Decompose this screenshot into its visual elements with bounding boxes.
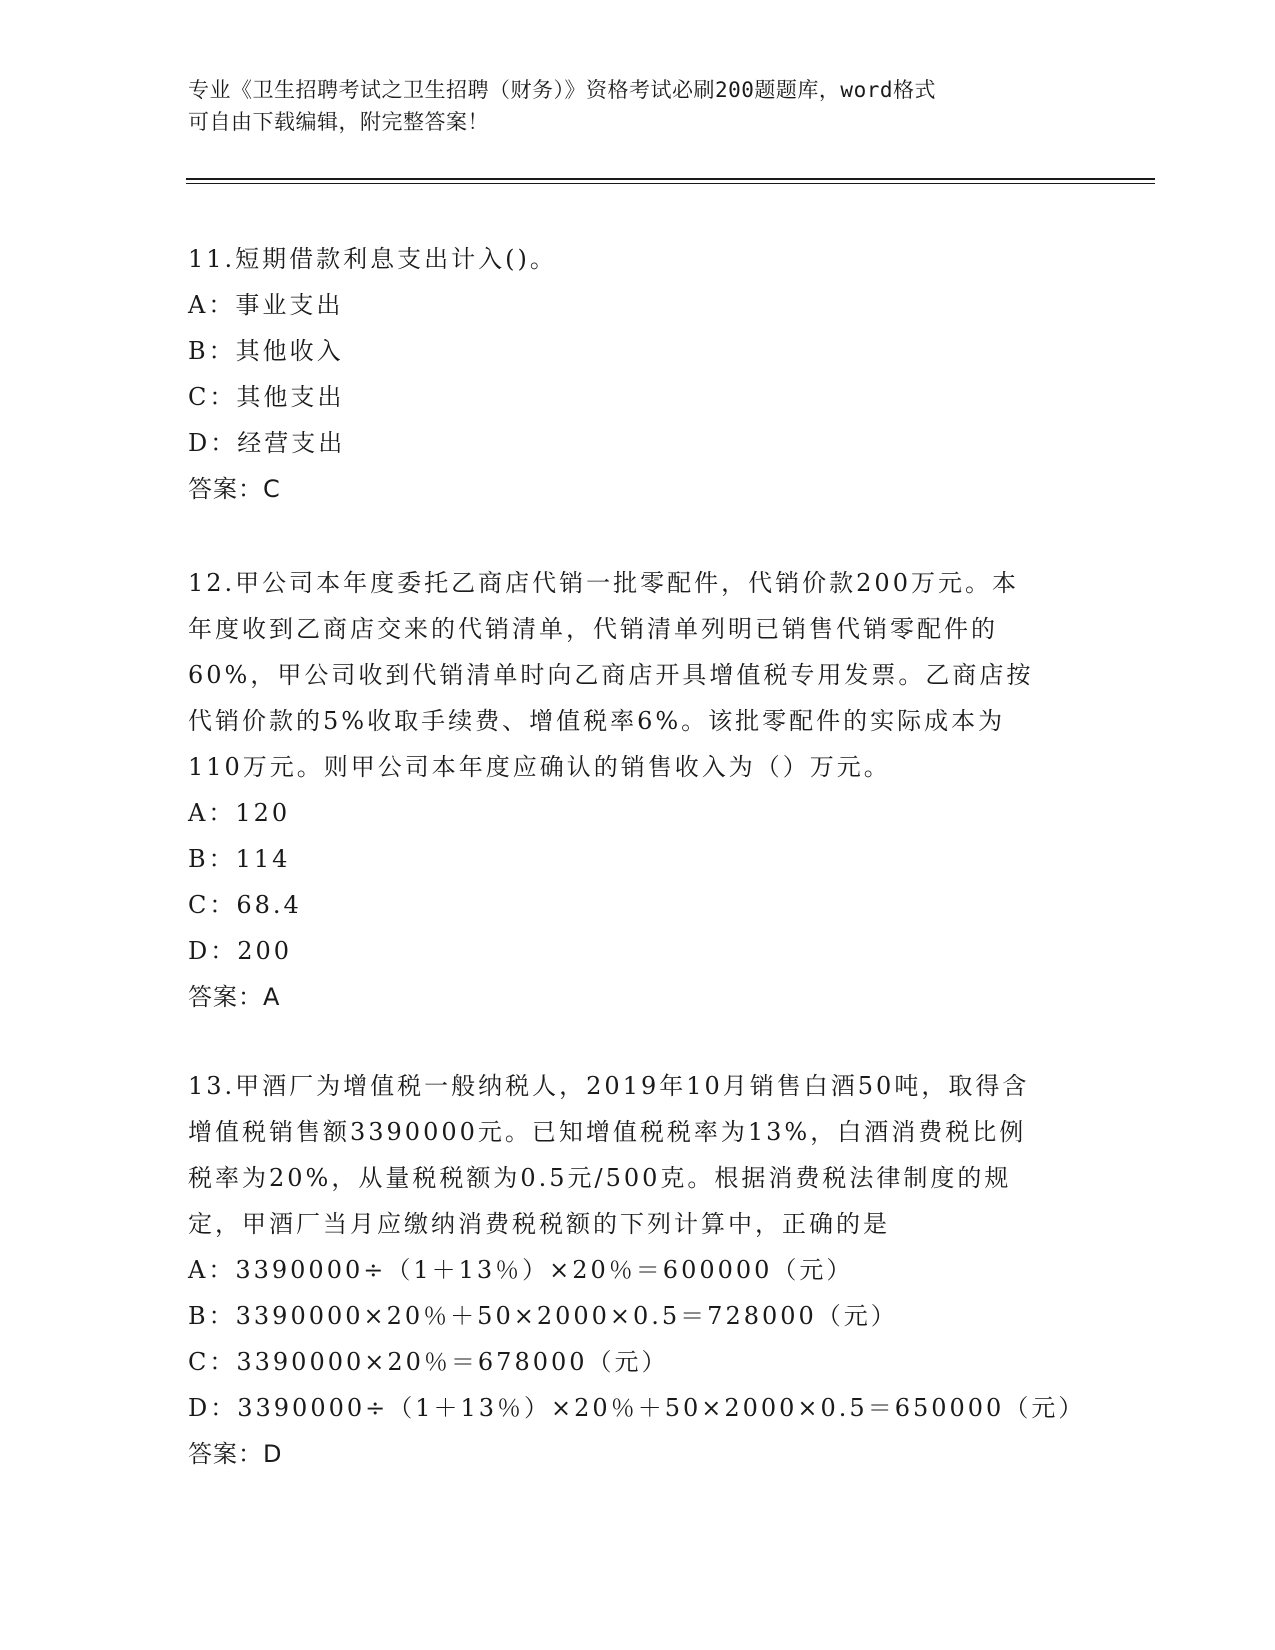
option-text: 经营支出 bbox=[237, 429, 346, 457]
option-b bbox=[188, 328, 1088, 374]
question-stem-line-3: 60%，甲公司收到代销清单时向乙商店开具增值税专用发票。乙商店按 bbox=[188, 661, 1034, 689]
option-label: B： bbox=[188, 1302, 236, 1330]
option-text: 3390000×20％＋50×2000×0.5＝728000（元） bbox=[235, 1302, 898, 1330]
option-b bbox=[188, 1293, 1088, 1339]
question-13 bbox=[188, 1063, 1088, 1477]
question-stem-line-5: 110万元。则甲公司本年度应确认的销售收入为（）万元。 bbox=[188, 753, 891, 781]
question-stem-line-4: 定，甲酒厂当月应缴纳消费税税额的下列计算中，正确的是 bbox=[188, 1210, 890, 1238]
option-text: 其他支出 bbox=[236, 383, 345, 411]
option-label: A： bbox=[188, 291, 236, 319]
option-c bbox=[188, 374, 1088, 420]
header-divider-thin bbox=[186, 183, 1155, 184]
question-11 bbox=[188, 236, 1088, 512]
option-label: B： bbox=[188, 337, 236, 365]
option-label: D： bbox=[188, 429, 238, 457]
option-a bbox=[188, 790, 1088, 836]
question-12 bbox=[188, 560, 1088, 1020]
option-label: D： bbox=[188, 937, 238, 965]
question-stem-line-1: 12.甲公司本年度委托乙商店代销一批零配件，代销价款200万元。本 bbox=[188, 569, 1019, 597]
question-stem-line-2: 增值税销售额3390000元。已知增值税税率为13%，白酒消费税比例 bbox=[188, 1118, 1027, 1146]
option-text: 事业支出 bbox=[235, 291, 344, 319]
option-c bbox=[188, 882, 1088, 928]
option-text: 3390000÷（1＋13％）×20％＋50×2000×0.5＝650000（元） bbox=[237, 1394, 1086, 1422]
question-stem-line-2: 年度收到乙商店交来的代销清单，代销清单列明已销售代销零配件的 bbox=[188, 615, 998, 643]
option-text: 114 bbox=[235, 845, 291, 873]
question-stem: 11.短期借款利息支出计入()。 bbox=[188, 245, 557, 273]
option-label: B： bbox=[188, 845, 236, 873]
option-text: 3390000÷（1＋13％）×20％＝600000（元） bbox=[235, 1256, 854, 1284]
answer-line: 答案：D bbox=[188, 1440, 283, 1468]
option-b bbox=[188, 836, 1088, 882]
header-divider-thick bbox=[186, 178, 1155, 180]
option-label: C： bbox=[188, 383, 237, 411]
option-c bbox=[188, 1339, 1088, 1385]
question-stem-line-3: 税率为20%，从量税税额为0.5元/500克。根据消费税法律制度的规 bbox=[188, 1164, 1012, 1192]
question-stem-line-1: 13.甲酒厂为增值税一般纳税人，2019年10月销售白酒50吨，取得含 bbox=[188, 1072, 1030, 1100]
option-label: C： bbox=[188, 1348, 237, 1376]
option-label: A： bbox=[188, 799, 236, 827]
option-d bbox=[188, 420, 1088, 466]
option-a bbox=[188, 282, 1088, 328]
option-text: 68.4 bbox=[236, 891, 302, 919]
option-text: 200 bbox=[237, 937, 293, 965]
question-stem-line-4: 代销价款的5%收取手续费、增值税率6%。该批零配件的实际成本为 bbox=[188, 707, 1006, 735]
option-d bbox=[188, 1385, 1088, 1431]
option-a bbox=[188, 1247, 1088, 1293]
option-text: 120 bbox=[235, 799, 291, 827]
header-line-1: 专业《卫生招聘考试之卫生招聘（财务）》资格考试必刷200题题库，word格式 bbox=[188, 78, 936, 102]
answer-line: 答案：C bbox=[188, 475, 281, 503]
header-line-2: 可自由下载编辑，附完整答案！ bbox=[188, 110, 489, 134]
option-label: C： bbox=[188, 891, 237, 919]
option-label: A： bbox=[188, 1256, 236, 1284]
option-d bbox=[188, 928, 1088, 974]
document-header bbox=[188, 74, 1088, 138]
option-text: 其他收入 bbox=[235, 337, 344, 365]
option-label: D： bbox=[188, 1394, 238, 1422]
option-text: 3390000×20％＝678000（元） bbox=[236, 1348, 669, 1376]
answer-line: 答案：A bbox=[188, 983, 281, 1011]
